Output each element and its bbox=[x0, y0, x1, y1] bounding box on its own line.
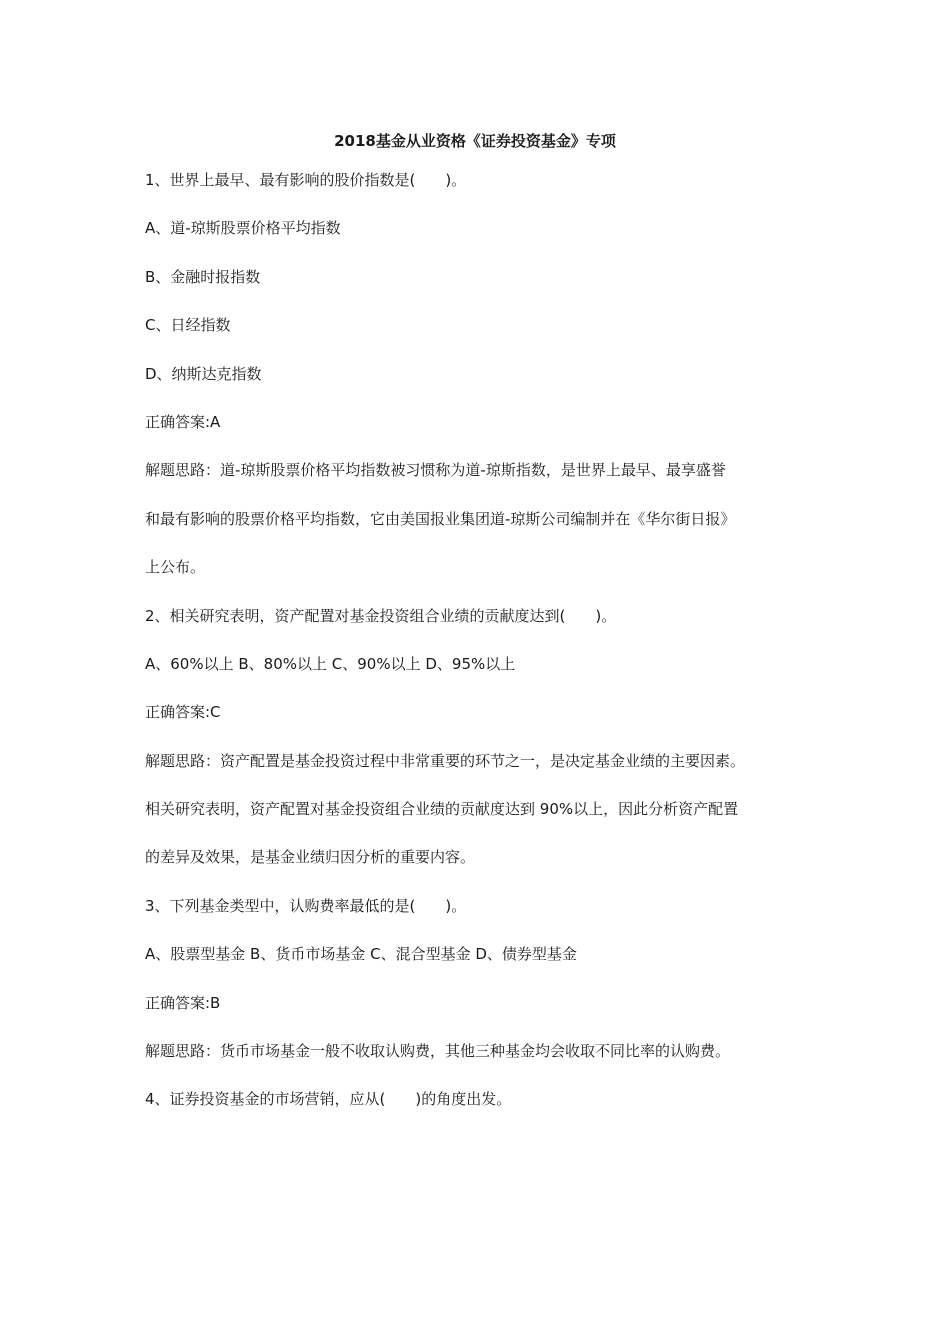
question-1-option-c: C、日经指数 bbox=[145, 316, 231, 335]
question-1-option-d: D、纳斯达克指数 bbox=[145, 364, 262, 383]
question-1-option-b: B、金融时报指数 bbox=[145, 267, 261, 286]
question-1-answer: 正确答案:A bbox=[145, 412, 221, 431]
question-4-stem: 4、证券投资基金的市场营销，应从( )的角度出发。 bbox=[145, 1090, 512, 1109]
question-1-explanation-line-1: 解题思路：道-琼斯股票价格平均指数被习惯称为道-琼斯指数，是世界上最早、最享盛誉 bbox=[145, 461, 726, 480]
question-2-explanation-line-3: 的差异及效果，是基金业绩归因分析的重要内容。 bbox=[145, 848, 476, 867]
question-3-explanation: 解题思路：货币市场基金一般不收取认购费，其他三种基金均会收取不同比率的认购费。 bbox=[145, 1042, 731, 1061]
question-3-stem: 3、下列基金类型中，认购费率最低的是( )。 bbox=[145, 896, 467, 915]
question-2-options: A、60%以上 B、80%以上 C、90%以上 D、95%以上 bbox=[145, 654, 516, 673]
question-1-explanation-line-2: 和最有影响的股票价格平均指数，它由美国报业集团道-琼斯公司编制并在《华尔街日报》 bbox=[145, 509, 736, 528]
question-2-explanation-line-1: 解题思路：资产配置是基金投资过程中非常重要的环节之一，是决定基金业绩的主要因素。 bbox=[145, 751, 746, 770]
question-2-answer: 正确答案:C bbox=[145, 703, 221, 722]
question-2-stem: 2、相关研究表明，资产配置对基金投资组合业绩的贡献度达到( )。 bbox=[145, 606, 617, 625]
document-body bbox=[145, 167, 825, 1135]
question-3-options: A、股票型基金 B、货币市场基金 C、混合型基金 D、债券型基金 bbox=[145, 945, 577, 964]
question-1-stem: 1、世界上最早、最有影响的股价指数是( )。 bbox=[145, 171, 467, 189]
question-1-option-a: A、道-琼斯股票价格平均指数 bbox=[145, 219, 341, 238]
question-3-answer: 正确答案:B bbox=[145, 993, 221, 1012]
question-1-explanation-line-3: 上公布。 bbox=[145, 558, 206, 577]
question-2-explanation-line-2: 相关研究表明，资产配置对基金投资组合业绩的贡献度达到 90%以上，因此分析资产配置 bbox=[145, 800, 739, 819]
document-title: 2018基金从业资格《证券投资基金》专项 bbox=[334, 132, 616, 150]
